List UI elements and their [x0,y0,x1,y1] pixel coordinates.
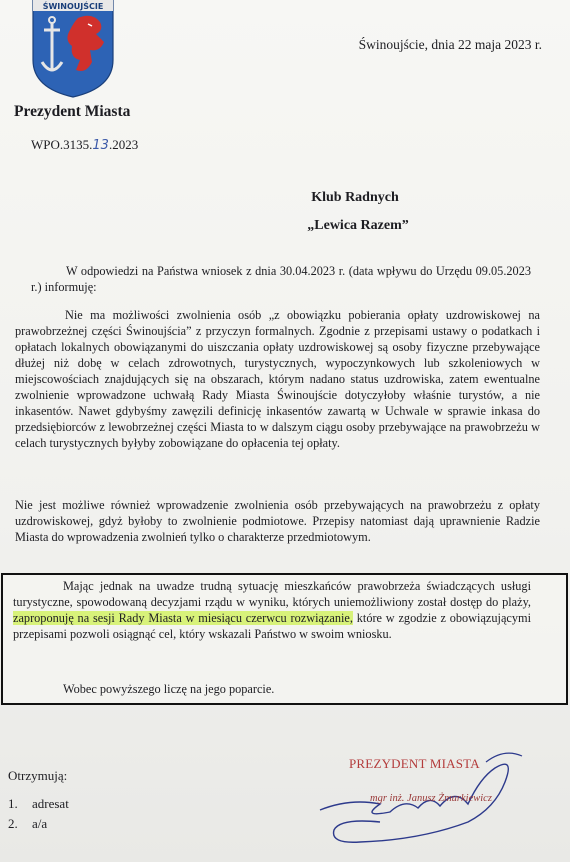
signature-stamp-title: PREZYDENT MIASTA [349,756,480,771]
city-crest-logo [30,0,116,98]
paragraph-exemption-formal: Nie ma możliwości zwolnienia osób „z obowiązku pobierania opłaty uzdrowiskowej na prawobrzeżnej części Świnoujścia” z przyczyn formalnych. Zgodnie z przepisami ustawy o podatkach i opłatach lokalnych obowiązanymi do uiszczania opłaty uzdrowiskowej są osoby fizyczne przebywające dłużej niż dobę w celach zdrowotnych, turystycznych, wypoczynkowych lub szkoleniowych w miejscowościach znajdujących się na obszarach, którym nadano status uzdrowiska, zatem ewentualne zwolnienie wprowadzone uchwałą Rady Miasta Świnoujście dotyczyłoby właśnie turystów, a nie inkasentów. Nawet gdybyśmy zawęzili definicję inkasentów zawartą w Uchwale w sprawie inkasa do przedsiębiorców z lewobrzeżnej części Miasta to w dalszym ciągu osoby przebywające na prawobrzeżu w celach turystycznych byłyby zobowiązane do opłacenia tej opłaty. [15,308,540,450]
reference-number [31,137,138,153]
proposal-text-start: Mając jednak na uwadze trudną sytuację mieszkańców prawobrzeża świadczących usługi turystyczne, spowodowaną decyzjami rządu w wyniku, których uniemożliwiony został dostęp do plaży, [13,579,531,609]
paragraph-intro: W odpowiedzi na Państwa wniosek z dnia 30.04.2023 r. (data wpływu do Urzędu 09.05.2023 r.) informuję: [31,264,531,294]
recipients-label: Otrzymują: [8,768,68,783]
paragraph-proposal [13,578,531,642]
recipient-line-2: „Lewica Razem” [307,218,409,233]
paragraph-exemption-subject: Nie jest możliwe również wprowadzenie zwolnienia osób przebywających na prawobrzeżu z opłaty uzdrowiskowej, gdyż byłoby to zwolnienie podmiotowe. Przepisy natomiast dają uprawnienie Radzie Miasta do wprowadzenia zwolnień tylko o charakterze przedmiotowym. [15,498,540,544]
signature-stamp-name: mgr inż. Janusz Żmurkiewicz [370,793,492,804]
proposal-highlight: zaproponuję na sesji Rady Miasta w miesiącu czerwcu rozwiązanie, [13,611,353,625]
reference-suffix: .2023 [108,137,139,152]
list-item: 2. a/a [8,816,48,831]
place-and-date: Świnoujście, dnia 22 maja 2023 r. [358,37,542,52]
list-item: 1. adresat [8,796,69,811]
proposal-text-end: które w zgodzie z obowiązującymi przepisami pozwoli osiągnąć cel, który wskazali Państwo w swoim wniosku. [13,611,532,641]
recipients-list [8,796,69,836]
crest-label: ŚWINOUJŚCIE [42,2,104,11]
issuer-title: Prezydent Miasta [14,103,131,120]
paragraph-closing: Wobec powyższego liczę na jego poparcie. [63,682,275,696]
reference-prefix: WPO.3135. [31,137,93,152]
reference-handwritten-number: 13 [92,138,109,153]
recipient-line-1: Klub Radnych [311,190,399,205]
